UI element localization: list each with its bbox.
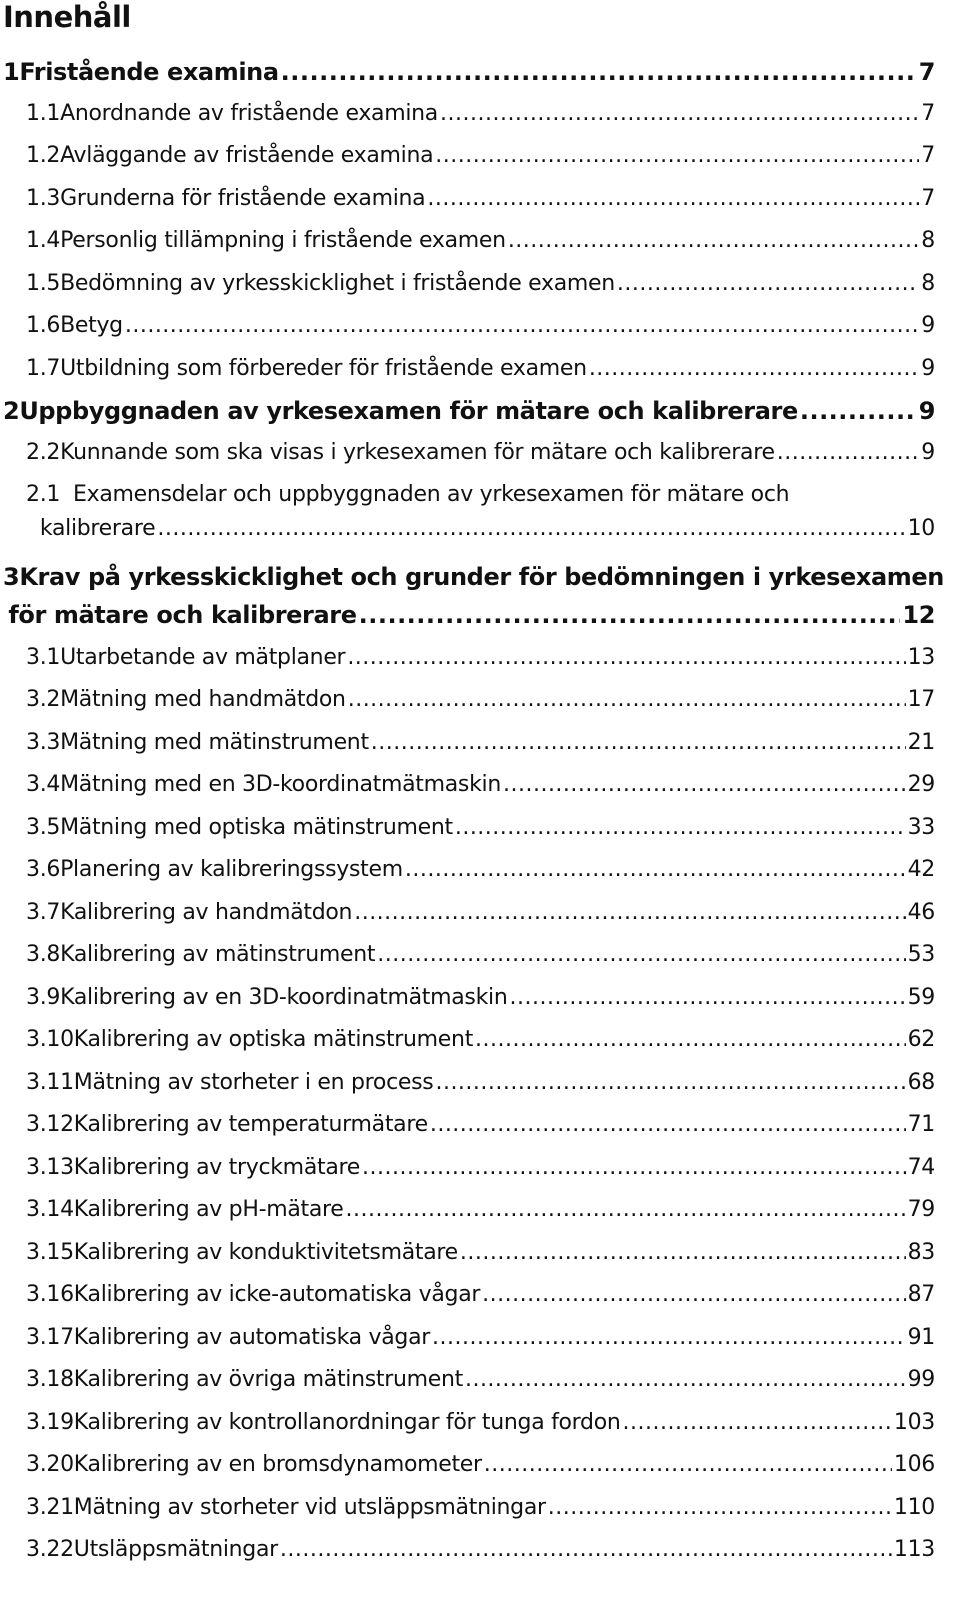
toc-entry-title: Planering av kalibreringssystem xyxy=(60,857,403,882)
toc-entry-number: 3.3 xyxy=(26,730,61,755)
toc-page-number: 29 xyxy=(907,772,935,797)
toc-page-number: 79 xyxy=(907,1197,935,1222)
toc-leader-dots xyxy=(348,687,906,712)
toc-entry-title: Utbildning som förbereder för fristående examen xyxy=(60,356,587,381)
toc-page-number: 7 xyxy=(921,101,935,126)
toc-entry-number: 3.12 xyxy=(26,1112,74,1137)
toc-entry-number: 3.16 xyxy=(26,1282,74,1307)
toc-page-number: 42 xyxy=(907,857,935,882)
toc-page-number: 9 xyxy=(921,313,935,338)
toc-leader-dots xyxy=(503,772,906,797)
toc-entry-number: 1.6 xyxy=(26,313,61,338)
toc-page-number: 9 xyxy=(921,356,935,381)
toc-page-number: 53 xyxy=(907,942,935,967)
toc-page-number: 106 xyxy=(893,1452,935,1477)
toc-leader-dots xyxy=(589,356,919,381)
toc-entry-title: kalibrerare xyxy=(39,516,156,541)
toc-entry-number: 3.4 xyxy=(26,772,61,797)
toc-entry-title: Kunnande som ska visas i yrkesexamen för mätare och kalibrerare xyxy=(60,440,775,465)
toc-entry-title: Kalibrering av optiska mätinstrument xyxy=(73,1027,474,1052)
toc-leader-dots xyxy=(359,601,901,629)
toc-leader-dots xyxy=(362,1155,906,1180)
toc-leader-dots xyxy=(435,1070,905,1095)
toc-leader-dots xyxy=(427,186,919,211)
toc-leader-dots xyxy=(623,1410,892,1435)
toc-page-number: 8 xyxy=(921,271,935,296)
toc-entry-title: Uppbyggnaden av yrkesexamen för mätare och kalibrerare xyxy=(19,397,798,425)
toc-leader-dots xyxy=(548,1495,892,1520)
toc-entry-title: Utarbetande av mätplaner xyxy=(60,645,346,670)
toc-entry-title: Anordnande av fristående examina xyxy=(60,101,438,126)
toc-page-number: 87 xyxy=(907,1282,935,1307)
toc-page-number: 7 xyxy=(921,186,935,211)
toc-leader-dots xyxy=(346,1197,906,1222)
toc-page-number: 9 xyxy=(921,440,935,465)
toc-entry-title: Mätning av storheter i en process xyxy=(73,1070,434,1095)
toc-entry-title: Examensdelar och uppbyggnaden av yrkesexamen för mätare och xyxy=(73,482,790,507)
toc-entry-title: Personlig tillämpning i fristående examen xyxy=(60,228,506,253)
toc-entry-title: Betyg xyxy=(60,313,123,338)
toc-leader-dots xyxy=(617,271,919,296)
toc-entry-number: 1 xyxy=(3,58,20,86)
toc-page-number: 8 xyxy=(921,228,935,253)
toc-entry-title: Kalibrering av kontrollanordningar för tunga fordon xyxy=(73,1410,621,1435)
toc-entry-title: Bedömning av yrkesskicklighet i fristående examen xyxy=(60,271,615,296)
toc-entry-number: 2.1 xyxy=(26,482,61,507)
toc-entry-number: 3.9 xyxy=(26,985,61,1010)
toc-entry-number: 3.15 xyxy=(26,1240,74,1265)
toc-leader-dots xyxy=(281,58,917,86)
toc-entry-number: 3.20 xyxy=(26,1452,74,1477)
toc-entry-title: Mätning med mätinstrument xyxy=(60,730,369,755)
toc-page-number: 10 xyxy=(907,516,935,541)
toc-leader-dots xyxy=(157,516,905,541)
toc-leader-dots xyxy=(377,942,905,967)
toc-leader-dots xyxy=(800,397,917,425)
toc-page-number: 113 xyxy=(893,1537,935,1562)
toc-entry-number: 1.3 xyxy=(26,186,61,211)
toc-page-number: 68 xyxy=(907,1070,935,1095)
toc-leader-dots xyxy=(430,1112,906,1137)
toc-page-number: 21 xyxy=(907,730,935,755)
toc-page-number: 59 xyxy=(907,985,935,1010)
toc-page-number: 110 xyxy=(893,1495,935,1520)
toc-entry-number: 2 xyxy=(3,397,20,425)
toc-entry-number: 3.5 xyxy=(26,815,61,840)
toc-entry-title: Mätning med optiska mätinstrument xyxy=(60,815,453,840)
toc-entry-title: för mätare och kalibrerare xyxy=(8,601,357,629)
toc-page-number: 7 xyxy=(921,143,935,168)
toc-entry-title: Kalibrering av mätinstrument xyxy=(60,942,376,967)
toc-page-number: 83 xyxy=(907,1240,935,1265)
toc-leader-dots xyxy=(354,900,905,925)
toc-entry-title: Kalibrering av tryckmätare xyxy=(73,1155,361,1180)
toc-page-number: 62 xyxy=(907,1027,935,1052)
toc-entry-title: Kalibrering av temperaturmätare xyxy=(73,1112,428,1137)
toc-leader-dots xyxy=(432,1325,906,1350)
toc-entry-title: Mätning av storheter vid utsläppsmätningar xyxy=(73,1495,546,1520)
toc-page-number: 91 xyxy=(907,1325,935,1350)
toc-leader-dots xyxy=(440,101,919,126)
toc-entry-number: 3.18 xyxy=(26,1367,74,1392)
toc-page-number: 46 xyxy=(907,900,935,925)
toc-leader-dots xyxy=(482,1282,905,1307)
toc-page-number: 103 xyxy=(893,1410,935,1435)
toc-page-number: 13 xyxy=(907,645,935,670)
toc-page-number: 99 xyxy=(907,1367,935,1392)
toc-page-number: 12 xyxy=(902,601,935,629)
toc-entry-number: 3.2 xyxy=(26,687,61,712)
toc-page-number: 33 xyxy=(907,815,935,840)
toc-entry-title: Grunderna för fristående examina xyxy=(60,186,426,211)
toc-entry-number: 1.2 xyxy=(26,143,61,168)
toc-leader-dots xyxy=(465,1367,906,1392)
toc-leader-dots xyxy=(405,857,906,882)
toc-entry-number: 3.14 xyxy=(26,1197,74,1222)
toc-entry-title: Kalibrering av en bromsdynamometer xyxy=(73,1452,482,1477)
toc-leader-dots xyxy=(125,313,919,338)
toc-page-number: 71 xyxy=(907,1112,935,1137)
toc-entry-number: 1.7 xyxy=(26,356,61,381)
toc-entry-title: Utsläppsmätningar xyxy=(73,1537,278,1562)
toc-entry-number: 3.17 xyxy=(26,1325,74,1350)
toc-entry-number: 3.1 xyxy=(26,645,61,670)
toc-leader-dots xyxy=(508,228,919,253)
toc-leader-dots xyxy=(460,1240,906,1265)
toc-leader-dots xyxy=(371,730,906,755)
toc-entry-title: Fristående examina xyxy=(19,58,279,86)
toc-entry-number: 3.11 xyxy=(26,1070,74,1095)
toc-entry-title: Kalibrering av icke-automatiska vågar xyxy=(73,1282,481,1307)
toc-entry-title: Kalibrering av övriga mätinstrument xyxy=(73,1367,463,1392)
toc-entry-number: 3.19 xyxy=(26,1410,74,1435)
toc-entry-number: 3 xyxy=(3,563,20,591)
toc-leader-dots xyxy=(509,985,905,1010)
toc-entry-number: 2.2 xyxy=(26,440,61,465)
toc-entry-number: 1.4 xyxy=(26,228,61,253)
toc-leader-dots xyxy=(777,440,920,465)
toc-entry-number: 3.8 xyxy=(26,942,61,967)
toc-entry-title: Krav på yrkesskicklighet och grunder för bedömningen i yrkesexamen xyxy=(19,563,944,591)
toc-entry-number: 3.13 xyxy=(26,1155,74,1180)
toc-leader-dots xyxy=(475,1027,906,1052)
toc-entry-title: Kalibrering av pH-mätare xyxy=(73,1197,344,1222)
toc-entry-title: Mätning med handmätdon xyxy=(60,687,346,712)
toc-entry-title: Avläggande av fristående examina xyxy=(60,143,434,168)
toc-entry-number: 1.1 xyxy=(26,101,61,126)
toc-entry-title: Kalibrering av en 3D-koordinatmätmaskin xyxy=(60,985,508,1010)
toc-leader-dots xyxy=(280,1537,892,1562)
toc-leader-dots xyxy=(347,645,905,670)
toc-entry-number: 3.22 xyxy=(26,1537,74,1562)
toc-entry-number: 3.10 xyxy=(26,1027,74,1052)
page-title: Innehåll xyxy=(3,0,131,34)
toc-entry-title: Kalibrering av konduktivitetsmätare xyxy=(73,1240,458,1265)
toc-entry-number: 3.21 xyxy=(26,1495,74,1520)
toc-leader-dots xyxy=(435,143,919,168)
toc-page-number: 7 xyxy=(918,58,935,86)
toc-entry-title: Kalibrering av handmätdon xyxy=(60,900,353,925)
toc-entry-title: Kalibrering av automatiska vågar xyxy=(73,1325,431,1350)
toc-page-number: 9 xyxy=(918,397,935,425)
toc-entry-number: 3.6 xyxy=(26,857,61,882)
toc-leader-dots xyxy=(455,815,906,840)
toc-page-number: 74 xyxy=(907,1155,935,1180)
toc-entry-number: 1.5 xyxy=(26,271,61,296)
toc-entry-number: 3.7 xyxy=(26,900,61,925)
toc-page-number: 17 xyxy=(907,687,935,712)
toc-leader-dots xyxy=(484,1452,892,1477)
toc-entry-title: Mätning med en 3D-koordinatmätmaskin xyxy=(60,772,501,797)
